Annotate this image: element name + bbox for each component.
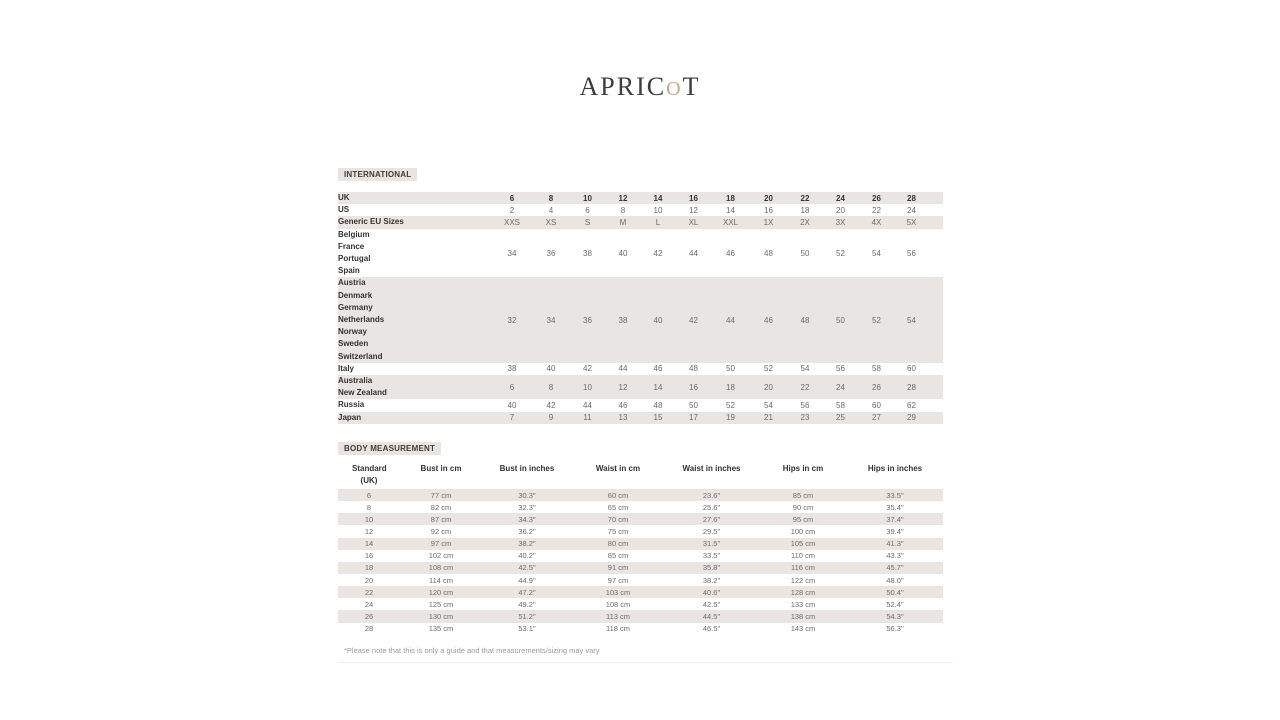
size-value-cell: 60 [907, 364, 916, 374]
size-value-cell: 24 [836, 193, 845, 203]
size-value-cell: 25 [836, 413, 845, 423]
size-value-cell: 40 [507, 401, 517, 411]
international-row-label [338, 399, 488, 411]
size-value-cell: 8 [620, 205, 626, 215]
size-value-cell: 22 [872, 205, 881, 215]
international-row-label [338, 216, 488, 228]
measurement-cell: 56.3" [886, 624, 904, 634]
measurement-cell: 25.6" [702, 502, 721, 512]
body-measurement-row [338, 501, 943, 513]
size-value-cell: 10 [583, 382, 592, 392]
measurement-cell: 42.5" [702, 599, 721, 609]
column-header: Bust in inches [499, 464, 555, 473]
measurement-cell: 143 cm [790, 624, 816, 634]
measurement-cell: 52.4" [886, 599, 904, 609]
size-value-cell: 8 [548, 193, 554, 203]
size-value-cell: M [619, 218, 627, 227]
column-header: Waist in inches [682, 464, 741, 473]
region-name: Germany [338, 302, 373, 312]
size-value-cell: 60 [872, 401, 881, 411]
size-value-cell: 52 [726, 401, 735, 411]
column-header: Standard (UK) [352, 464, 387, 485]
size-value-cell: 10 [653, 205, 663, 215]
size-value-cell: XL [688, 218, 699, 227]
size-value-cell: L [655, 218, 661, 227]
size-value-cell: 23 [800, 413, 810, 423]
size-value-cell: 3X [835, 218, 846, 227]
size-value-cell: 38 [507, 364, 517, 374]
size-value-cell: 38 [583, 248, 592, 258]
region-name: France [338, 241, 365, 251]
size-value-cell: 6 [509, 382, 515, 392]
measurement-cell: 41.3" [886, 539, 904, 549]
measurement-cell: 133 cm [790, 599, 816, 609]
size-value-cell: 52 [836, 248, 845, 258]
measurement-cell: 82 cm [430, 502, 452, 512]
brand-logo-text-start: APRIC [579, 72, 667, 101]
measurement-cell: 113 cm [605, 611, 631, 621]
measurement-cell: 30.3" [518, 490, 536, 500]
size-value-cell: 50 [689, 401, 698, 411]
size-value-cell: 44 [689, 248, 698, 258]
measurement-cell: 47.2" [518, 587, 536, 597]
size-value-cell: 26 [872, 382, 881, 392]
measurement-cell: 108 cm [605, 599, 631, 609]
measurement-cell: 92 cm [430, 526, 452, 536]
region-name: Australia [338, 376, 373, 386]
measurement-cell: 60 cm [607, 490, 629, 500]
measurement-cell: 120 cm [428, 587, 454, 597]
measurement-cell: 65 cm [607, 502, 629, 512]
size-value-cell: 11 [583, 413, 592, 423]
measurement-cell: 16 [364, 551, 374, 561]
size-value-cell: 40 [653, 315, 663, 325]
measurement-cell: 44.9" [518, 575, 536, 585]
measurement-cell: 51.2" [518, 611, 536, 621]
region-name: Japan [338, 412, 362, 422]
international-row [338, 412, 943, 424]
measurement-cell: 100 cm [790, 526, 816, 536]
measurement-cell: 116 cm [790, 563, 816, 573]
measurement-cell: 38.2" [702, 575, 721, 585]
region-name: Russia [338, 400, 365, 410]
measurement-cell: 18 [364, 563, 374, 573]
size-value-cell: 48 [764, 248, 773, 258]
international-row [338, 363, 943, 375]
size-value-cell: 46 [653, 364, 663, 374]
footer-divider [338, 662, 953, 663]
size-value-cell: 62 [907, 401, 916, 411]
international-row [338, 277, 943, 362]
region-name: Portugal [338, 254, 371, 264]
region-name: US [338, 205, 350, 215]
region-name: Norway [338, 327, 367, 337]
measurement-cell: 45.7" [886, 563, 904, 573]
measurement-cell: 114 cm [428, 575, 454, 585]
measurement-cell: 128 cm [790, 587, 816, 597]
size-value-cell: 38 [618, 315, 628, 325]
size-value-cell: 22 [800, 193, 810, 203]
size-value-cell: 44 [583, 401, 592, 411]
size-value-cell: 42 [583, 364, 592, 374]
measurement-cell: 85 cm [792, 490, 814, 500]
international-row [338, 375, 943, 399]
size-value-cell: 58 [872, 364, 881, 374]
measurement-cell: 85 cm [607, 551, 629, 561]
measurement-cell: 44.5" [702, 611, 721, 621]
measurement-cell: 48.0" [886, 575, 904, 585]
measurement-cell: 29.5" [702, 526, 721, 536]
measurement-cell: 32.3" [518, 502, 536, 512]
size-value-cell: 46 [618, 401, 628, 411]
measurement-cell: 90 cm [792, 502, 814, 512]
region-name: Denmark [338, 290, 373, 300]
international-row [338, 229, 943, 278]
measurement-cell: 97 cm [607, 575, 629, 585]
column-header: Bust in cm [420, 464, 462, 473]
size-value-cell: XXL [722, 218, 739, 227]
measurement-cell: 23.6" [702, 490, 721, 500]
body-measurement-header-row [338, 463, 943, 489]
measurement-cell: 105 cm [790, 539, 816, 549]
size-value-cell: 14 [653, 193, 663, 203]
measurement-cell: 75 cm [607, 526, 629, 536]
body-measurement-row [338, 513, 943, 525]
size-value-cell: 12 [618, 382, 628, 392]
brand-logo-o: O [666, 78, 683, 100]
measurement-cell: 27.6" [702, 514, 721, 524]
size-value-cell: 48 [653, 401, 663, 411]
size-value-cell: 12 [689, 205, 698, 215]
international-row-label [338, 229, 488, 278]
international-row [338, 192, 943, 204]
size-value-cell: 7 [509, 413, 515, 423]
size-value-cell: 16 [764, 205, 773, 215]
size-value-cell: 42 [689, 315, 698, 325]
measurement-cell: 38.2" [518, 539, 536, 549]
size-value-cell: S [584, 218, 591, 227]
measurement-cell: 138 cm [790, 611, 816, 621]
measurement-cell: 37.4" [886, 514, 904, 524]
size-value-cell: 44 [618, 364, 628, 374]
size-value-cell: 32 [507, 315, 517, 325]
size-value-cell: 27 [872, 413, 881, 423]
size-value-cell: 42 [546, 401, 556, 411]
measurement-cell: 42.5" [518, 563, 536, 573]
measurement-cell: 77 cm [430, 490, 452, 500]
measurement-cell: 22 [364, 587, 374, 597]
international-row-label [338, 192, 488, 204]
size-value-cell: 21 [764, 413, 773, 423]
size-value-cell: 48 [689, 364, 698, 374]
measurement-cell: 102 cm [428, 551, 454, 561]
size-value-cell: 46 [764, 315, 773, 325]
region-name: Switzerland [338, 351, 383, 361]
international-row [338, 216, 943, 228]
size-value-cell: 52 [872, 315, 881, 325]
body-measurement-row [338, 550, 943, 562]
measurement-cell: 95 cm [792, 514, 814, 524]
measurement-cell: 91 cm [607, 563, 629, 573]
body-measurement-row [338, 538, 943, 550]
column-header: Hips in cm [782, 464, 824, 473]
measurement-cell: 103 cm [605, 587, 631, 597]
measurement-cell: 122 cm [790, 575, 816, 585]
region-name: UK [338, 193, 350, 202]
size-value-cell: 29 [907, 413, 916, 423]
size-value-cell: 15 [653, 413, 663, 423]
measurement-cell: 130 cm [428, 611, 454, 621]
size-value-cell: XXS [503, 218, 520, 227]
measurement-cell: 53.1" [518, 624, 536, 634]
size-value-cell: 54 [800, 364, 810, 374]
measurement-cell: 43.3" [886, 551, 904, 561]
international-size-table [338, 192, 943, 424]
body-measurement-row [338, 525, 943, 537]
brand-logo-text-end: T [682, 72, 701, 101]
international-row-label [338, 277, 488, 362]
measurement-cell: 125 cm [428, 599, 454, 609]
measurement-cell: 34.3" [518, 514, 536, 524]
body-measurement-row [338, 562, 943, 574]
measurement-cell: 20 [364, 575, 374, 585]
size-value-cell: 46 [726, 248, 735, 258]
international-row-label [338, 204, 488, 216]
measurement-cell: 40.2" [518, 551, 536, 561]
size-value-cell: 6 [509, 193, 515, 203]
size-value-cell: 54 [764, 401, 773, 411]
size-value-cell: 40 [618, 248, 628, 258]
size-value-cell: 20 [764, 382, 773, 392]
measurement-cell: 26 [364, 611, 374, 621]
size-value-cell: 28 [907, 193, 916, 203]
body-measurement-row [338, 623, 943, 635]
international-row [338, 204, 943, 216]
international-row [338, 399, 943, 411]
size-value-cell: 12 [618, 193, 628, 203]
size-value-cell: 5X [906, 218, 917, 227]
size-value-cell: 4X [871, 218, 882, 227]
column-header: Waist in cm [595, 464, 641, 473]
international-row-label [338, 375, 488, 399]
body-measurement-row [338, 610, 943, 622]
size-value-cell: 56 [836, 364, 845, 374]
measurement-cell: 6 [366, 490, 372, 500]
region-name: New Zealand [338, 388, 387, 398]
international-row-label [338, 412, 488, 424]
size-value-cell: 54 [872, 248, 881, 258]
region-name: Sweden [338, 339, 369, 349]
size-value-cell: 2X [800, 218, 810, 227]
size-value-cell: 4 [548, 205, 554, 215]
size-value-cell: 28 [907, 382, 916, 392]
size-value-cell: 8 [548, 382, 554, 392]
measurement-cell: 110 cm [790, 551, 816, 561]
measurement-cell: 118 cm [605, 624, 631, 634]
body-measurement-row [338, 586, 943, 598]
size-value-cell: 16 [689, 382, 698, 392]
size-value-cell: 6 [585, 205, 590, 215]
size-value-cell: 26 [872, 193, 881, 203]
size-value-cell: 34 [507, 248, 517, 258]
size-value-cell: 40 [546, 364, 556, 374]
size-value-cell: 22 [800, 382, 810, 392]
region-name: Netherlands [338, 315, 385, 325]
measurement-cell: 10 [364, 514, 374, 524]
size-value-cell: 9 [548, 413, 554, 423]
size-value-cell: 1X [763, 218, 774, 227]
body-measurement-table [338, 463, 943, 635]
size-value-cell: 42 [653, 248, 663, 258]
size-value-cell: 17 [689, 413, 698, 423]
size-value-cell: 34 [546, 315, 556, 325]
size-value-cell: 50 [726, 364, 735, 374]
measurement-cell: 46.5" [702, 624, 721, 634]
size-value-cell: 24 [907, 205, 916, 215]
international-section-label: INTERNATIONAL [338, 168, 417, 181]
size-value-cell: 50 [800, 248, 810, 258]
size-value-cell: 13 [618, 413, 628, 423]
size-value-cell: XS [545, 218, 557, 227]
size-value-cell: 50 [836, 315, 845, 325]
measurement-cell: 8 [366, 502, 372, 512]
international-row-label [338, 363, 488, 375]
measurement-cell: 35.4" [886, 502, 904, 512]
measurement-cell: 33.5" [886, 490, 904, 500]
measurement-cell: 54.3" [886, 611, 904, 621]
measurement-cell: 50.4" [886, 587, 904, 597]
size-value-cell: 14 [653, 382, 663, 392]
size-value-cell: 18 [726, 193, 735, 203]
size-value-cell: 44 [726, 315, 735, 325]
size-value-cell: 19 [726, 413, 735, 423]
size-value-cell: 58 [836, 401, 845, 411]
measurement-cell: 80 cm [607, 539, 629, 549]
size-value-cell: 36 [583, 315, 592, 325]
measurement-cell: 108 cm [428, 563, 454, 573]
column-header: Hips in inches [867, 464, 923, 473]
body-measurement-section-label: BODY MEASUREMENT [338, 442, 441, 455]
size-value-cell: 56 [800, 401, 810, 411]
measurement-cell: 12 [364, 526, 374, 536]
measurement-cell: 49.2" [518, 599, 536, 609]
region-name: Spain [338, 266, 360, 276]
measurement-cell: 28 [364, 624, 374, 634]
measurement-cell: 40.6" [702, 587, 721, 597]
measurement-cell: 14 [364, 539, 374, 549]
measurement-cell: 36.2" [518, 526, 536, 536]
size-value-cell: 10 [583, 193, 592, 203]
body-measurement-row [338, 574, 943, 586]
measurement-cell: 135 cm [428, 624, 454, 634]
measurement-cell: 35.8" [702, 563, 721, 573]
size-value-cell: 14 [726, 205, 735, 215]
size-value-cell: 56 [907, 248, 916, 258]
region-name: Italy [338, 363, 355, 373]
brand-logo [0, 72, 1280, 102]
region-name: Austria [338, 278, 366, 288]
measurement-cell: 87 cm [430, 514, 452, 524]
size-value-cell: 20 [764, 193, 773, 203]
size-value-cell: 18 [726, 382, 735, 392]
measurement-cell: 31.5" [702, 539, 721, 549]
sizing-disclaimer-note: *Please note that this is only a guide and that measurements/sizing may vary [344, 646, 600, 655]
size-value-cell: 24 [836, 382, 845, 392]
region-name: Generic EU Sizes [338, 217, 404, 227]
size-value-cell: 2 [509, 205, 515, 215]
measurement-cell: 70 cm [607, 514, 629, 524]
size-value-cell: 54 [907, 315, 916, 325]
size-value-cell: 16 [689, 193, 698, 203]
size-value-cell: 18 [800, 205, 810, 215]
size-value-cell: 48 [800, 315, 810, 325]
measurement-cell: 24 [364, 599, 374, 609]
region-name: Belgium [338, 229, 370, 239]
measurement-cell: 39.4" [886, 526, 904, 536]
body-measurement-row [338, 489, 943, 501]
size-value-cell: 36 [546, 248, 556, 258]
body-measurement-row [338, 598, 943, 610]
measurement-cell: 33.5" [702, 551, 721, 561]
size-value-cell: 52 [764, 364, 773, 374]
measurement-cell: 97 cm [430, 539, 452, 549]
size-value-cell: 20 [836, 205, 845, 215]
